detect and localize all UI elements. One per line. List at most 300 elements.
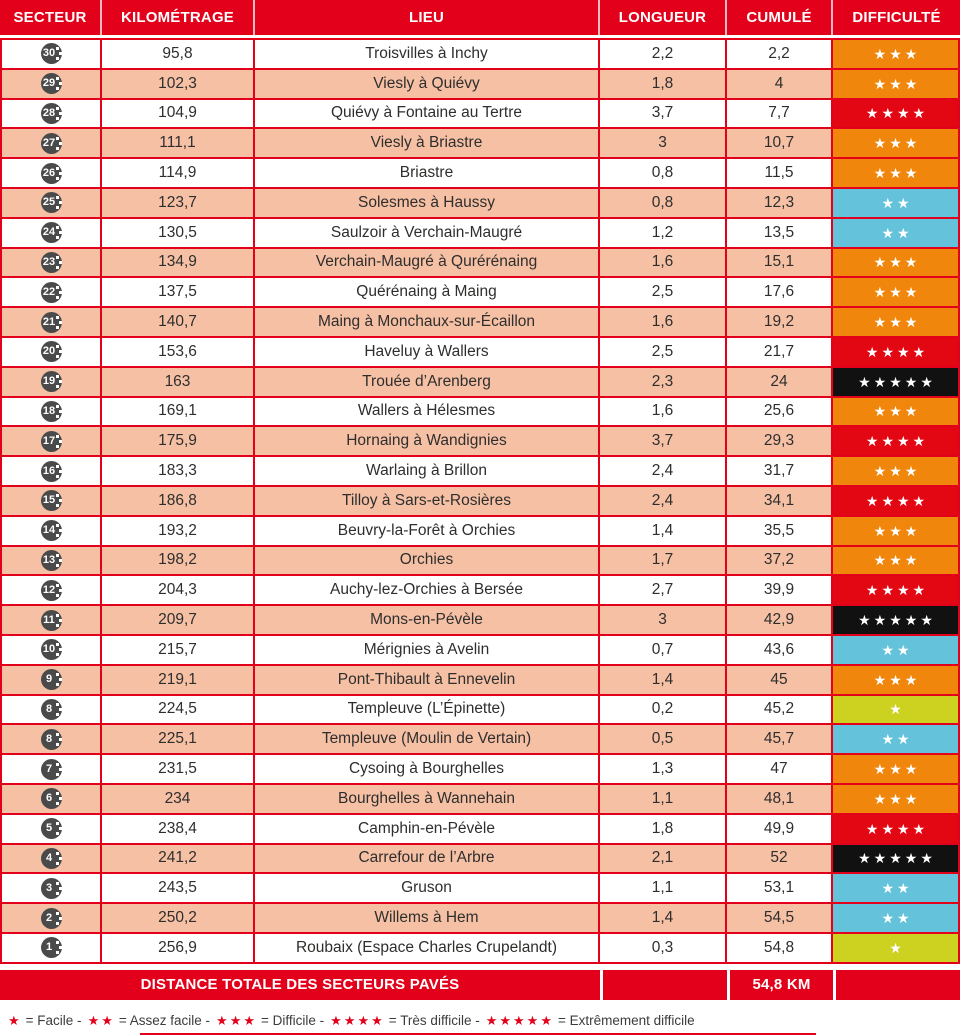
table-row bbox=[0, 576, 960, 606]
badge-dot bbox=[56, 922, 59, 925]
badge-dot bbox=[56, 643, 59, 646]
sector-cell bbox=[0, 904, 102, 932]
sector-badge-icon bbox=[41, 341, 62, 362]
km-cell: 140,7 bbox=[102, 308, 255, 336]
badge-dot bbox=[56, 107, 59, 110]
badge-dot bbox=[56, 614, 59, 617]
km-cell: 153,6 bbox=[102, 338, 255, 366]
difficulty-stars: ★★★ bbox=[873, 314, 921, 331]
difficulty-stars: ★★★★★ bbox=[858, 850, 936, 867]
badge-dot bbox=[56, 465, 59, 468]
longueur-cell: 1,7 bbox=[600, 547, 727, 575]
lieu-cell: Pont-Thibault à Ennevelin bbox=[255, 666, 600, 694]
difficulty-stars: ★ bbox=[889, 701, 905, 718]
badge-dot bbox=[59, 619, 62, 622]
table-row bbox=[0, 308, 960, 338]
sector-badge-number: 3 bbox=[45, 881, 53, 894]
lieu-cell: Mérignies à Avelin bbox=[255, 636, 600, 664]
sector-badge-number: 7 bbox=[45, 762, 53, 775]
lieu-cell: Gruson bbox=[255, 874, 600, 902]
sector-cell bbox=[0, 129, 102, 157]
sector-badge-icon bbox=[41, 282, 62, 303]
badge-dot bbox=[56, 236, 59, 239]
km-cell: 198,2 bbox=[102, 547, 255, 575]
sector-cell bbox=[0, 517, 102, 545]
sector-cell bbox=[0, 40, 102, 68]
badge-dot bbox=[56, 852, 59, 855]
badge-dot bbox=[59, 708, 62, 711]
table-row bbox=[0, 129, 960, 159]
legend-label: = Difficile - bbox=[261, 1012, 325, 1028]
table-row bbox=[0, 487, 960, 517]
badge-dot bbox=[59, 648, 62, 651]
total-row bbox=[0, 970, 960, 1000]
legend-item bbox=[330, 1013, 486, 1028]
cumule-cell: 39,9 bbox=[727, 576, 833, 604]
sector-badge-icon bbox=[41, 252, 62, 273]
lieu-cell: Roubaix (Espace Charles Crupelandt) bbox=[255, 934, 600, 962]
column-header-kilometrage: KILOMÉTRAGE bbox=[102, 0, 255, 35]
badge-dot bbox=[59, 887, 62, 890]
difficulty-stars: ★★ bbox=[881, 194, 913, 211]
difficulty-cell bbox=[833, 815, 960, 843]
badge-dot bbox=[59, 529, 62, 532]
badge-dot bbox=[56, 524, 59, 527]
badge-dot bbox=[56, 703, 59, 706]
legend-star-icon: ★★★★★ bbox=[485, 1012, 554, 1028]
sector-badge-icon bbox=[41, 788, 62, 809]
cumule-cell: 53,1 bbox=[727, 874, 833, 902]
table-row bbox=[0, 517, 960, 547]
difficulty-cell bbox=[833, 696, 960, 724]
table-row bbox=[0, 189, 960, 219]
sector-badge-icon bbox=[41, 580, 62, 601]
sector-cell bbox=[0, 487, 102, 515]
badge-dot bbox=[59, 917, 62, 920]
sector-badge-icon bbox=[41, 222, 62, 243]
difficulty-cell bbox=[833, 338, 960, 366]
sector-badge-icon bbox=[41, 937, 62, 958]
lieu-cell: Templeuve (L’Épinette) bbox=[255, 696, 600, 724]
difficulty-stars: ★★★★ bbox=[865, 433, 929, 450]
longueur-cell: 2,4 bbox=[600, 487, 727, 515]
table-row bbox=[0, 219, 960, 249]
sector-badge-number: 24 bbox=[42, 226, 56, 239]
longueur-cell: 2,3 bbox=[600, 368, 727, 396]
table-row bbox=[0, 696, 960, 726]
badge-dot bbox=[59, 82, 62, 85]
badge-dot bbox=[56, 862, 59, 865]
longueur-cell: 1,8 bbox=[600, 70, 727, 98]
sector-badge-icon bbox=[41, 192, 62, 213]
sector-cell bbox=[0, 100, 102, 128]
longueur-cell: 2,7 bbox=[600, 576, 727, 604]
km-cell: 137,5 bbox=[102, 278, 255, 306]
table-row bbox=[0, 755, 960, 785]
difficulty-cell bbox=[833, 427, 960, 455]
sector-badge-number: 23 bbox=[42, 255, 56, 268]
sector-badge-number: 18 bbox=[42, 404, 56, 417]
cumule-cell: 37,2 bbox=[727, 547, 833, 575]
legend-star-icon: ★★ bbox=[87, 1012, 115, 1028]
difficulty-stars: ★★★ bbox=[873, 284, 921, 301]
sector-badge-icon bbox=[41, 43, 62, 64]
sector-cell bbox=[0, 368, 102, 396]
sector-badge-number: 22 bbox=[42, 285, 56, 298]
badge-dot bbox=[56, 584, 59, 587]
bottom-rule bbox=[140, 1033, 816, 1035]
cumule-cell: 4 bbox=[727, 70, 833, 98]
lieu-cell: Viesly à Quiévy bbox=[255, 70, 600, 98]
cumule-cell: 19,2 bbox=[727, 308, 833, 336]
longueur-cell: 2,1 bbox=[600, 845, 727, 873]
badge-dot bbox=[56, 316, 59, 319]
badge-dot bbox=[59, 261, 62, 264]
sector-cell bbox=[0, 219, 102, 247]
km-cell: 163 bbox=[102, 368, 255, 396]
sector-cell bbox=[0, 636, 102, 664]
badge-dot bbox=[56, 177, 59, 180]
badge-dot bbox=[56, 355, 59, 358]
difficulty-stars: ★★★ bbox=[873, 463, 921, 480]
table-row bbox=[0, 904, 960, 934]
difficulty-stars: ★ bbox=[889, 939, 905, 956]
badge-dot bbox=[56, 167, 59, 170]
lieu-cell: Cysoing à Bourghelles bbox=[255, 755, 600, 783]
km-cell: 193,2 bbox=[102, 517, 255, 545]
table-header bbox=[0, 0, 960, 35]
difficulty-stars: ★★★ bbox=[873, 254, 921, 271]
badge-dot bbox=[56, 256, 59, 259]
cumule-cell: 10,7 bbox=[727, 129, 833, 157]
lieu-cell: Willems à Hem bbox=[255, 904, 600, 932]
sector-badge-number: 1 bbox=[45, 941, 53, 954]
lieu-cell: Carrefour de l’Arbre bbox=[255, 845, 600, 873]
difficulty-stars: ★★ bbox=[881, 731, 913, 748]
lieu-cell: Haveluy à Wallers bbox=[255, 338, 600, 366]
km-cell: 183,3 bbox=[102, 457, 255, 485]
table-row bbox=[0, 666, 960, 696]
difficulty-cell bbox=[833, 755, 960, 783]
badge-dot bbox=[56, 196, 59, 199]
table-row bbox=[0, 606, 960, 636]
table-row bbox=[0, 159, 960, 189]
sector-cell bbox=[0, 815, 102, 843]
badge-dot bbox=[56, 773, 59, 776]
badge-dot bbox=[56, 77, 59, 80]
legend-item bbox=[8, 1013, 88, 1028]
badge-dot bbox=[56, 743, 59, 746]
sector-badge-number: 14 bbox=[42, 524, 56, 537]
sector-badge-icon bbox=[41, 610, 62, 631]
badge-dot bbox=[59, 172, 62, 175]
longueur-cell: 1,3 bbox=[600, 755, 727, 783]
difficulty-stars: ★★ bbox=[881, 880, 913, 897]
sector-cell bbox=[0, 249, 102, 277]
badge-dot bbox=[56, 375, 59, 378]
lieu-cell: Wallers à Hélesmes bbox=[255, 398, 600, 426]
longueur-cell: 1,6 bbox=[600, 398, 727, 426]
badge-dot bbox=[56, 653, 59, 656]
legend-star-icon: ★★★ bbox=[216, 1012, 258, 1028]
difficulty-stars: ★★★ bbox=[873, 522, 921, 539]
table-row bbox=[0, 815, 960, 845]
total-longueur-spacer bbox=[603, 970, 727, 1000]
cumule-cell: 45,7 bbox=[727, 725, 833, 753]
badge-dot bbox=[56, 941, 59, 944]
difficulty-stars: ★★ bbox=[881, 224, 913, 241]
longueur-cell: 1,4 bbox=[600, 904, 727, 932]
sector-cell bbox=[0, 725, 102, 753]
longueur-cell: 0,8 bbox=[600, 159, 727, 187]
difficulty-cell bbox=[833, 129, 960, 157]
lieu-cell: Mons-en-Pévèle bbox=[255, 606, 600, 634]
sector-cell bbox=[0, 398, 102, 426]
difficulty-stars: ★★ bbox=[881, 641, 913, 658]
difficulty-cell bbox=[833, 219, 960, 247]
difficulty-cell bbox=[833, 159, 960, 187]
sector-badge-number: 8 bbox=[45, 732, 53, 745]
legend-item bbox=[486, 1013, 701, 1028]
cumule-cell: 31,7 bbox=[727, 457, 833, 485]
column-header-difficulte: DIFFICULTÉ bbox=[852, 9, 941, 26]
badge-dot bbox=[56, 475, 59, 478]
badge-dot bbox=[56, 296, 59, 299]
badge-dot bbox=[56, 435, 59, 438]
lieu-cell: Troisvilles à Inchy bbox=[255, 40, 600, 68]
sector-cell bbox=[0, 547, 102, 575]
badge-dot bbox=[59, 201, 62, 204]
badge-dot bbox=[56, 554, 59, 557]
badge-dot bbox=[59, 440, 62, 443]
difficulty-cell bbox=[833, 666, 960, 694]
badge-dot bbox=[56, 822, 59, 825]
km-cell: 134,9 bbox=[102, 249, 255, 277]
sector-badge-number: 15 bbox=[42, 494, 56, 507]
cumule-cell: 12,3 bbox=[727, 189, 833, 217]
badge-dot bbox=[59, 589, 62, 592]
cumule-cell: 29,3 bbox=[727, 427, 833, 455]
badge-dot bbox=[56, 832, 59, 835]
difficulty-cell bbox=[833, 457, 960, 485]
km-cell: 225,1 bbox=[102, 725, 255, 753]
badge-dot bbox=[56, 792, 59, 795]
badge-dot bbox=[59, 797, 62, 800]
sector-badge-icon bbox=[41, 461, 62, 482]
lieu-cell: Quérénaing à Maing bbox=[255, 278, 600, 306]
difficulty-cell bbox=[833, 100, 960, 128]
km-cell: 209,7 bbox=[102, 606, 255, 634]
difficulty-cell bbox=[833, 874, 960, 902]
difficulty-cell bbox=[833, 278, 960, 306]
difficulty-cell bbox=[833, 487, 960, 515]
badge-dot bbox=[56, 47, 59, 50]
sector-badge-number: 13 bbox=[42, 553, 56, 566]
sector-cell bbox=[0, 70, 102, 98]
longueur-cell: 3 bbox=[600, 129, 727, 157]
badge-dot bbox=[56, 57, 59, 60]
longueur-cell: 2,2 bbox=[600, 40, 727, 68]
km-cell: 204,3 bbox=[102, 576, 255, 604]
sector-cell bbox=[0, 427, 102, 455]
sector-badge-number: 21 bbox=[42, 315, 56, 328]
km-cell: 114,9 bbox=[102, 159, 255, 187]
difficulty-cell bbox=[833, 40, 960, 68]
sector-cell bbox=[0, 308, 102, 336]
cumule-cell: 15,1 bbox=[727, 249, 833, 277]
sector-cell bbox=[0, 696, 102, 724]
lieu-cell: Warlaing à Brillon bbox=[255, 457, 600, 485]
lieu-cell: Bourghelles à Wannehain bbox=[255, 785, 600, 813]
difficulty-stars: ★★★★ bbox=[865, 492, 929, 509]
column-header-lieu: LIEU bbox=[255, 0, 600, 35]
difficulty-stars: ★★★★ bbox=[865, 105, 929, 122]
table-row bbox=[0, 368, 960, 398]
cumule-cell: 17,6 bbox=[727, 278, 833, 306]
sector-badge-number: 10 bbox=[42, 643, 56, 656]
table-row bbox=[0, 70, 960, 100]
legend-star-icon: ★★★★ bbox=[330, 1012, 385, 1028]
badge-dot bbox=[56, 534, 59, 537]
badge-dot bbox=[59, 142, 62, 145]
lieu-cell: Auchy-lez-Orchies à Bersée bbox=[255, 576, 600, 604]
longueur-cell: 3 bbox=[600, 606, 727, 634]
sector-badge-number: 11 bbox=[43, 613, 55, 626]
longueur-cell: 2,4 bbox=[600, 457, 727, 485]
sector-badge-icon bbox=[41, 312, 62, 333]
cumule-cell: 34,1 bbox=[727, 487, 833, 515]
legend-label: = Extrêmement difficile bbox=[558, 1012, 695, 1028]
cumule-cell: 24 bbox=[727, 368, 833, 396]
badge-dot bbox=[56, 345, 59, 348]
badge-dot bbox=[56, 385, 59, 388]
cumule-cell: 42,9 bbox=[727, 606, 833, 634]
lieu-cell: Solesmes à Haussy bbox=[255, 189, 600, 217]
badge-dot bbox=[59, 470, 62, 473]
difficulty-stars: ★★★ bbox=[873, 671, 921, 688]
badge-dot bbox=[56, 594, 59, 597]
km-cell: 130,5 bbox=[102, 219, 255, 247]
longueur-cell: 1,1 bbox=[600, 785, 727, 813]
table-body bbox=[0, 38, 960, 964]
sector-badge-icon bbox=[41, 401, 62, 422]
sector-cell bbox=[0, 457, 102, 485]
sector-cell bbox=[0, 845, 102, 873]
km-cell: 231,5 bbox=[102, 755, 255, 783]
sector-badge-number: 20 bbox=[42, 345, 56, 358]
longueur-cell: 2,5 bbox=[600, 338, 727, 366]
legend-label: = Facile - bbox=[25, 1012, 82, 1028]
sector-badge-icon bbox=[41, 818, 62, 839]
difficulty-stars: ★★★★★ bbox=[858, 612, 936, 629]
sector-badge-icon bbox=[41, 163, 62, 184]
difficulty-stars: ★★★ bbox=[873, 45, 921, 62]
difficulty-cell bbox=[833, 398, 960, 426]
cumule-cell: 48,1 bbox=[727, 785, 833, 813]
cumule-cell: 13,5 bbox=[727, 219, 833, 247]
cumule-cell: 45,2 bbox=[727, 696, 833, 724]
table-row bbox=[0, 785, 960, 815]
badge-dot bbox=[59, 112, 62, 115]
table-row bbox=[0, 398, 960, 428]
legend-label: = Très difficile - bbox=[388, 1012, 480, 1028]
sector-cell bbox=[0, 159, 102, 187]
lieu-cell: Maing à Monchaux-sur-Écaillon bbox=[255, 308, 600, 336]
cumule-cell: 47 bbox=[727, 755, 833, 783]
difficulty-cell bbox=[833, 576, 960, 604]
legend-item bbox=[88, 1013, 216, 1028]
badge-dot bbox=[56, 564, 59, 567]
sector-badge-number: 16 bbox=[42, 464, 56, 477]
lieu-cell: Hornaing à Wandignies bbox=[255, 427, 600, 455]
sector-badge-icon bbox=[41, 550, 62, 571]
km-cell: 224,5 bbox=[102, 696, 255, 724]
difficulty-stars: ★★★ bbox=[873, 75, 921, 92]
difficulty-cell bbox=[833, 636, 960, 664]
table-row bbox=[0, 427, 960, 457]
sector-badge-icon bbox=[41, 669, 62, 690]
sector-cell bbox=[0, 755, 102, 783]
sector-badge-number: 4 bbox=[45, 851, 53, 864]
difficulty-stars: ★★★★ bbox=[865, 343, 929, 360]
table-row bbox=[0, 725, 960, 755]
longueur-cell: 0,2 bbox=[600, 696, 727, 724]
badge-dot bbox=[56, 713, 59, 716]
badge-dot bbox=[59, 291, 62, 294]
difficulty-cell bbox=[833, 368, 960, 396]
total-right-spacer bbox=[836, 970, 960, 1000]
km-cell: 102,3 bbox=[102, 70, 255, 98]
table-row bbox=[0, 845, 960, 875]
lieu-cell: Beuvry-la-Forêt à Orchies bbox=[255, 517, 600, 545]
longueur-cell: 3,7 bbox=[600, 100, 727, 128]
sector-badge-number: 17 bbox=[42, 434, 56, 447]
legend-star-icon: ★ bbox=[8, 1012, 22, 1028]
sector-badge-number: 30 bbox=[42, 47, 56, 60]
km-cell: 186,8 bbox=[102, 487, 255, 515]
sector-badge-number: 8 bbox=[45, 702, 53, 715]
sector-badge-number: 12 bbox=[42, 583, 56, 596]
table-row bbox=[0, 547, 960, 577]
badge-dot bbox=[56, 733, 59, 736]
longueur-cell: 2,5 bbox=[600, 278, 727, 306]
longueur-cell: 1,6 bbox=[600, 249, 727, 277]
lieu-cell: Saulzoir à Verchain-Maugré bbox=[255, 219, 600, 247]
difficulty-cell bbox=[833, 189, 960, 217]
km-cell: 169,1 bbox=[102, 398, 255, 426]
badge-dot bbox=[56, 87, 59, 90]
sector-badge-number: 9 bbox=[45, 673, 53, 686]
longueur-cell: 1,4 bbox=[600, 517, 727, 545]
sector-badge-icon bbox=[41, 639, 62, 660]
sector-cell bbox=[0, 666, 102, 694]
badge-dot bbox=[56, 405, 59, 408]
badge-dot bbox=[56, 763, 59, 766]
badge-dot bbox=[56, 137, 59, 140]
table-row bbox=[0, 278, 960, 308]
sector-cell bbox=[0, 576, 102, 604]
table-row bbox=[0, 934, 960, 964]
km-cell: 175,9 bbox=[102, 427, 255, 455]
badge-dot bbox=[59, 350, 62, 353]
lieu-cell: Verchain-Maugré à Qurérénaing bbox=[255, 249, 600, 277]
longueur-cell: 1,6 bbox=[600, 308, 727, 336]
column-header-secteur: SECTEUR bbox=[0, 0, 102, 35]
difficulty-cell bbox=[833, 547, 960, 575]
longueur-cell: 0,8 bbox=[600, 189, 727, 217]
difficulty-stars: ★★★★★ bbox=[858, 373, 936, 390]
badge-dot bbox=[56, 286, 59, 289]
